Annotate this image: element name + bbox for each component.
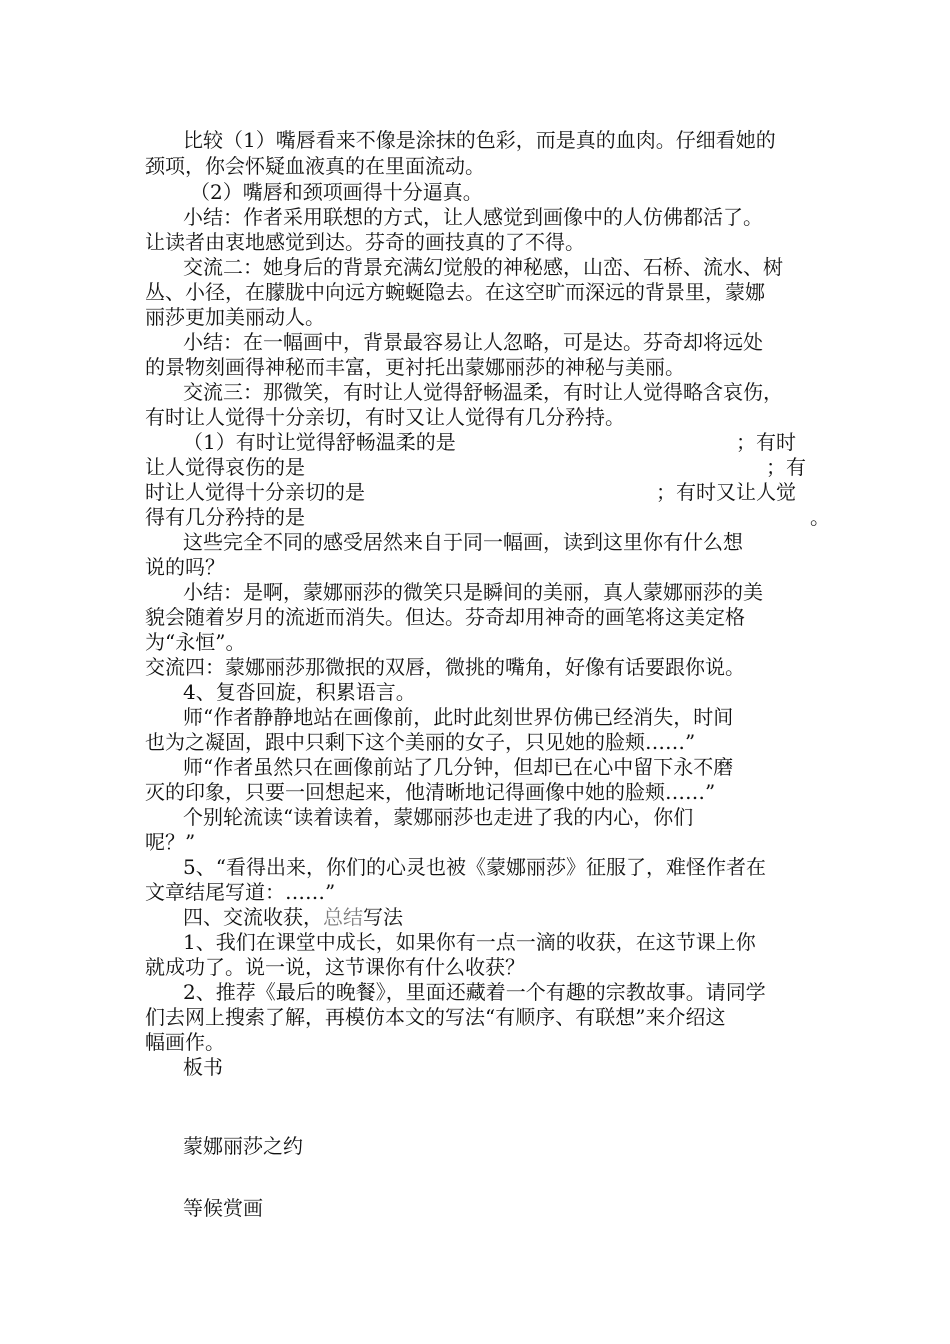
fill-blank-prompt: 让人觉得哀伤的是 <box>145 455 305 479</box>
text-line: 交流四：蒙娜丽莎那微抿的双唇，微挑的嘴角，好像有话要跟你说。 <box>145 655 745 679</box>
board-heading: 板书 <box>183 1055 223 1079</box>
text-line: 师“作者静静地站在画像前，此时此刻世界仿佛已经消失，时间 <box>183 705 734 729</box>
text-line: 貌会随着岁月的流逝而消失。但达。芬奇却用神奇的画笔将这美定格 <box>145 605 745 629</box>
section-heading-part: 四、交流收获， <box>183 905 323 929</box>
board-title: 蒙娜丽莎之约 <box>183 1134 303 1158</box>
text-line: 1、我们在课堂中成长，如果你有一点一滴的收获，在这节课上你 <box>183 930 756 954</box>
fill-blank-tail: ；有时又让人觉 <box>656 480 796 504</box>
text-line: 颈项，你会怀疑血液真的在里面流动。 <box>145 154 485 178</box>
fill-blank-tail: ；有 <box>766 455 806 479</box>
text-line: 幅画作。 <box>145 1030 225 1054</box>
fill-blank-prompt: 得有几分矜持的是 <box>145 505 305 529</box>
fill-blank-prompt: （1）有时让觉得舒畅温柔的是 <box>183 430 456 454</box>
section-heading-part: 写法 <box>363 905 403 929</box>
text-line: 让读者由衷地感觉到达。芬奇的画技真的了不得。 <box>145 230 585 254</box>
text-line: 5、“看得出来，你们的心灵也被《蒙娜丽莎》征服了，难怪作者在 <box>183 855 766 879</box>
text-line: 们去网上搜索了解，再模仿本文的写法“有顺序、有联想”来介绍这 <box>145 1005 726 1029</box>
text-line: 的景物刻画得神秘而丰富，更衬托出蒙娜丽莎的神秘与美丽。 <box>145 355 685 379</box>
fill-blank-tail: ；有时 <box>736 430 796 454</box>
text-line: 交流二：她身后的背景充满幻觉般的神秘感，山峦、石桥、流水、树 <box>183 255 783 279</box>
text-line: 有时让人觉得十分亲切，有时又让人觉得有几分矜持。 <box>145 405 625 429</box>
text-line: 丛、小径，在朦胧中向远方蜿蜒隐去。在这空旷而深远的背景里，蒙娜 <box>145 280 765 304</box>
text-line: （2）嘴唇和颈项画得十分逼真。 <box>190 180 483 204</box>
text-line: 灭的印象，只要一回想起来，他清晰地记得画像中她的脸颊……” <box>145 780 716 804</box>
board-item: 等候赏画 <box>183 1196 263 1220</box>
text-line: 丽莎更加美丽动人。 <box>145 305 325 329</box>
text-line: 2、推荐《最后的晚餐》，里面还藏着一个有趣的宗教故事。请同学 <box>183 980 766 1004</box>
text-line: 文章结尾写道：……” <box>145 880 336 904</box>
text-line: 这些完全不同的感受居然来自于同一幅画，读到这里你有什么想 <box>183 530 743 554</box>
fill-blank-prompt: 时让人觉得十分亲切的是 <box>145 480 365 504</box>
text-line: 小结：在一幅画中，背景最容易让人忽略，可是达。芬奇却将远处 <box>183 330 763 354</box>
text-line: 小结：作者采用联想的方式，让人感觉到画像中的人仿佛都活了。 <box>183 205 763 229</box>
text-line: 就成功了。说一说，这节课你有什么收获？ <box>145 955 525 979</box>
section-heading <box>183 904 403 930</box>
text-line: 呢？” <box>145 830 196 854</box>
text-line: 4、复沓回旋，积累语言。 <box>183 680 416 704</box>
text-line: 交流三：那微笑，有时让人觉得舒畅温柔，有时让人觉得略含哀伤， <box>183 380 783 404</box>
text-line: 师“作者虽然只在画像前站了几分钟，但却已在心中留下永不磨 <box>183 755 734 779</box>
fill-blank-tail: 。 <box>810 505 830 529</box>
text-line: 为“永恒”。 <box>145 630 246 654</box>
text-line: 个别轮流读“读着读着，蒙娜丽莎也走进了我的内心，你们 <box>183 805 694 829</box>
text-line: 小结：是啊，蒙娜丽莎的微笑只是瞬间的美丽，真人蒙娜丽莎的美 <box>183 580 763 604</box>
text-line: 也为之凝固，跟中只剩下这个美丽的女子，只见她的脸颊……” <box>145 730 696 754</box>
section-heading-highlight: 总结 <box>323 905 363 929</box>
text-line: 说的吗？ <box>145 555 225 579</box>
text-line: 比较（1）嘴唇看来不像是涂抹的色彩，而是真的血肉。仔细看她的 <box>183 128 776 152</box>
